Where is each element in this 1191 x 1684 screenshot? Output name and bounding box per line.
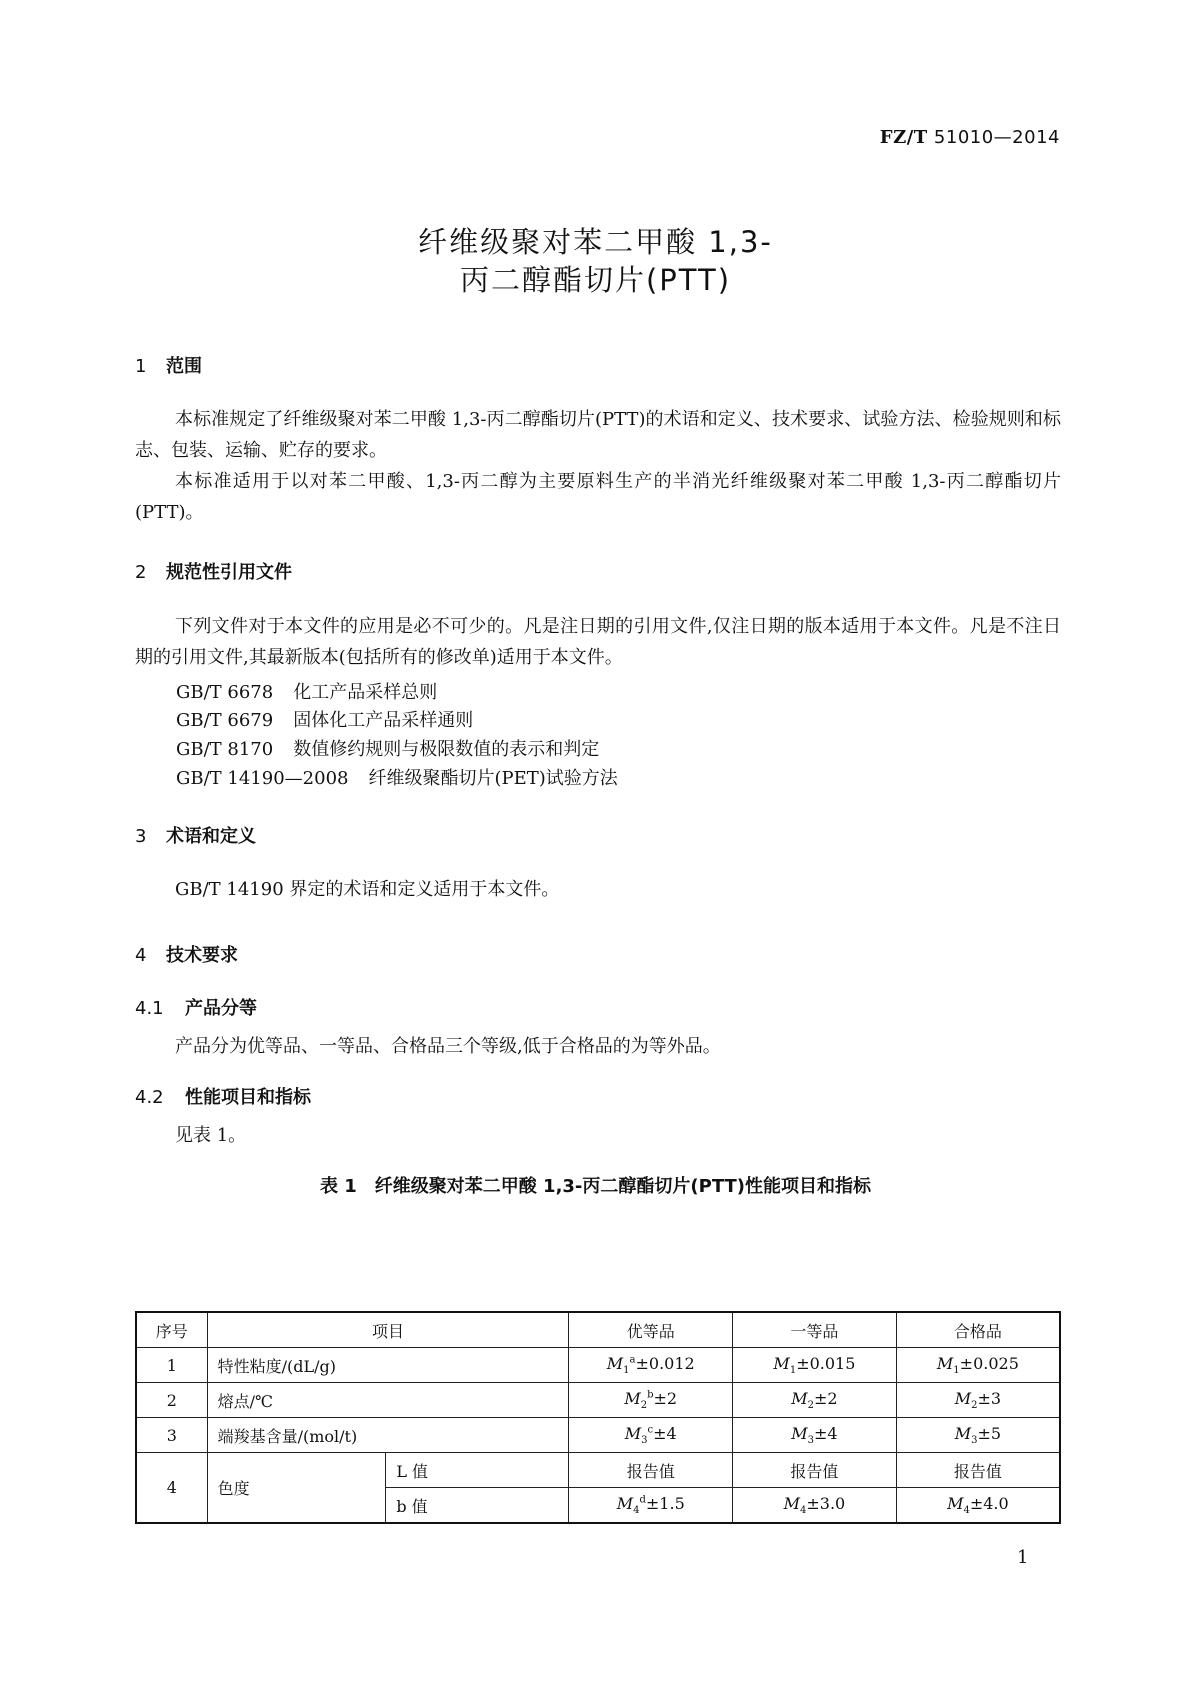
section-3-body [135,874,1061,905]
section-heading-2 [135,558,292,584]
section-4-2-body [135,1120,1061,1151]
reference-code: GB/T 6679 [176,710,274,731]
symbol-subscript: 2 [807,1400,814,1412]
symbol-subscript: 1 [953,1365,960,1377]
symbol-subscript: 1 [789,1365,797,1377]
section-title: 范围 [166,356,202,377]
cell-qualified [896,1488,1060,1524]
cell-superior [569,1348,733,1383]
table-header-row [136,1312,1060,1348]
reference-name: 数值修约规则与极限数值的表示和判定 [293,739,600,760]
cell-superior [569,1488,733,1524]
paragraph: 见表 1。 [175,1125,247,1146]
header-grade-first: 一等品 [733,1312,897,1348]
cell-first [733,1418,897,1453]
symbol-subscript: 1 [623,1365,630,1377]
standard-prefix: FZ/T [879,127,928,148]
section-number: 4.1 [135,998,164,1019]
row-number: 4 [136,1453,207,1524]
row-number: 1 [136,1348,207,1383]
row-item: 特性粘度/(dL/g) [207,1348,569,1383]
row-number: 2 [136,1383,207,1418]
section-number: 1 [135,356,147,377]
footnote-mark: c [647,1424,654,1436]
tolerance: ±2 [814,1388,838,1408]
symbol-subscript: 4 [800,1505,807,1517]
symbol: M [624,1423,642,1443]
symbol-subscript: 3 [807,1435,814,1447]
row-number: 3 [136,1418,207,1453]
header-grade-superior: 优等品 [569,1312,733,1348]
section-title: 产品分等 [185,998,257,1019]
header-item: 项目 [207,1312,569,1348]
cell-first [733,1488,897,1524]
paragraph: 产品分为优等品、一等品、合格品三个等级,低于合格品的为等外品。 [175,1036,721,1057]
section-heading-4 [135,941,238,967]
standard-code [880,127,1060,148]
symbol: M [791,1388,808,1408]
paragraph: 下列文件对于本文件的应用是必不可少的。凡是注日期的引用文件,仅注日期的版本适用于本文件。凡是不注日期的引用文件,其最新版本(包括所有的修改单)适用于本文件。 [135,616,1061,668]
section-number: 2 [135,562,147,583]
tolerance: ±3.0 [806,1493,846,1513]
symbol: M [606,1353,624,1373]
row-item: 端羧基含量/(mol/t) [207,1418,569,1453]
performance-table [135,1311,1061,1524]
cell-qualified [896,1348,1060,1383]
symbol: M [791,1423,808,1443]
header-no: 序号 [136,1312,207,1348]
tolerance: ±0.025 [959,1353,1019,1373]
row-item: 色度 [207,1453,386,1524]
tolerance: ±1.5 [645,1493,685,1513]
reference-item [176,678,437,704]
symbol-subscript: 4 [633,1505,640,1517]
table-row [136,1348,1060,1383]
tolerance: ±5 [977,1423,1002,1443]
cell-superior [569,1383,733,1418]
section-heading-1 [135,352,202,378]
symbol-subscript: 2 [640,1400,648,1412]
row-subitem: b 值 [386,1488,569,1524]
reference-code: GB/T 14190—2008 [176,768,349,789]
tolerance: ±0.015 [796,1353,856,1373]
section-number: 4 [135,945,147,966]
tolerance: ±4.0 [969,1493,1009,1513]
symbol: M [624,1388,641,1408]
header-grade-qualified: 合格品 [896,1312,1060,1348]
symbol-subscript: 4 [963,1505,970,1517]
reference-item [176,764,618,790]
section-4-1-body [135,1031,1061,1062]
symbol: M [936,1353,954,1373]
section-heading-4-2 [135,1083,311,1109]
paragraph: GB/T 14190 界定的术语和定义适用于本文件。 [175,879,560,900]
standard-number: 51010—2014 [933,127,1060,148]
table-row [136,1453,1060,1488]
section-number: 3 [135,826,147,847]
cell-qualified [896,1383,1060,1418]
cell-qualified: 报告值 [896,1453,1060,1488]
cell-first: 报告值 [733,1453,897,1488]
footnote-mark: d [639,1494,646,1506]
footnote-mark: a [629,1354,636,1366]
symbol: M [954,1423,972,1443]
reference-name: 化工产品采样总则 [293,682,438,703]
table-caption: 表 1 纤维级聚对苯二甲酸 1,3-丙二醇酯切片(PTT)性能项目和指标 [319,1176,872,1197]
section-heading-3 [135,822,256,848]
cell-first [733,1348,897,1383]
reference-item [176,735,599,761]
cell-qualified [896,1418,1060,1453]
section-1-body [135,404,1061,528]
reference-name: 固体化工产品采样通则 [293,710,474,731]
section-title: 术语和定义 [166,826,256,847]
table-row [136,1418,1060,1453]
section-heading-4-1 [135,994,257,1020]
reference-code: GB/T 6678 [176,682,274,703]
tolerance: ±4 [814,1423,838,1443]
row-item: 熔点/℃ [207,1383,569,1418]
section-title: 规范性引用文件 [166,562,292,583]
symbol: M [616,1493,634,1513]
document-title-line1: 纤维级聚对苯二甲酸 1,3- [418,225,773,259]
tolerance: ±2 [653,1388,678,1408]
symbol: M [947,1493,964,1513]
section-2-body [135,611,1061,673]
table-row [136,1383,1060,1418]
tolerance: ±3 [977,1388,1002,1408]
paragraph: 本标准规定了纤维级聚对苯二甲酸 1,3-丙二醇酯切片(PTT)的术语和定义、技术要求、试验方法、检验规则和标志、包装、运输、贮存的要求。 [135,409,1061,461]
section-title: 性能项目和指标 [185,1087,311,1108]
symbol-subscript: 3 [641,1435,648,1447]
symbol-subscript: 3 [971,1435,978,1447]
symbol: M [954,1388,972,1408]
paragraph: 本标准适用于以对苯二甲酸、1,3-丙二醇为主要原料生产的半消光纤维级聚对苯二甲酸 1,3-丙二醇酯切片(PTT)。 [135,471,1061,523]
tolerance: ±0.012 [635,1353,695,1373]
cell-superior: 报告值 [569,1453,733,1488]
section-number: 4.2 [135,1087,164,1108]
cell-superior [569,1418,733,1453]
symbol-subscript: 2 [971,1400,978,1412]
symbol: M [783,1493,800,1513]
row-subitem: L 值 [386,1453,569,1488]
page-number: 1 [1017,1547,1029,1568]
document-title-line2: 丙二醇酯切片(PTT) [459,263,732,297]
symbol: M [773,1353,790,1373]
reference-item [176,706,473,732]
tolerance: ±4 [653,1423,677,1443]
section-title: 技术要求 [166,945,238,966]
cell-first [733,1383,897,1418]
footnote-mark: b [647,1389,654,1401]
reference-name: 纤维级聚酯切片(PET)试验方法 [368,768,618,789]
reference-code: GB/T 8170 [176,739,274,760]
